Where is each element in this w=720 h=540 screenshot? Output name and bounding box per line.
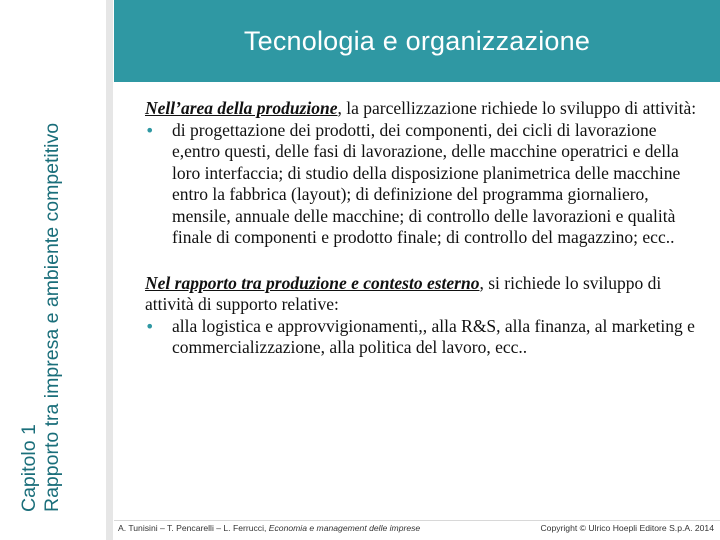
- footer-divider: [114, 520, 720, 521]
- side-panel: [0, 0, 104, 540]
- footer-authors: A. Tunisini – T. Pencarelli – L. Ferrucci,: [118, 523, 267, 533]
- paragraph-production: [145, 98, 700, 120]
- chapter-title: Rapporto tra impresa e ambiente competitivo: [41, 122, 63, 512]
- chapter-label: [18, 12, 64, 512]
- footer-copyright: Copyright © Ulrico Hoepli Editore S.p.A. 2014: [540, 523, 714, 533]
- slide-content: [145, 98, 700, 359]
- slide-title: Tecnologia e organizzazione: [243, 26, 591, 56]
- paragraph-context: [145, 273, 700, 316]
- footer: [114, 520, 714, 536]
- bullet-list: [145, 120, 700, 249]
- paragraph-lead: Nel rapporto tra produzione e contesto esterno: [145, 272, 480, 293]
- divider: [106, 0, 113, 540]
- bullet-text: alla logistica e approvvigionamenti,, alla R&S, alla finanza, al marketing e commercializzazione, alla politica del lavoro, ecc..: [172, 315, 695, 357]
- bullet-list: [145, 316, 700, 359]
- bullet-icon: •: [145, 316, 155, 336]
- list-item: [145, 316, 700, 359]
- bullet-icon: •: [145, 120, 155, 140]
- list-item: [145, 120, 700, 249]
- chapter-number: Capitolo 1: [18, 424, 40, 512]
- paragraph-text: , la parcellizzazione richiede lo sviluppo di attività:: [337, 98, 697, 118]
- paragraph-text: , si richiede lo sviluppo di attività di supporto relative:: [145, 272, 662, 314]
- slide-header: [114, 0, 720, 82]
- footer-credits: [118, 523, 420, 533]
- paragraph-lead: Nell’area della produzione: [145, 98, 338, 118]
- bullet-text: di progettazione dei prodotti, dei componenti, dei cicli di lavorazione e,entro questi, delle fasi di lavorazione, delle macchine operatrici e della loro interfaccia; di studio della disposizione planimetrica delle macchine entro la fabbrica (layout); di definizione del programma giornaliero, mensile, annuale delle macchine; di controllo delle lavorazioni e qualità finale di componenti e prodotto finale; di controllo del magazzino; ecc..: [172, 119, 681, 247]
- footer-book: Economia e management delle imprese: [268, 523, 421, 533]
